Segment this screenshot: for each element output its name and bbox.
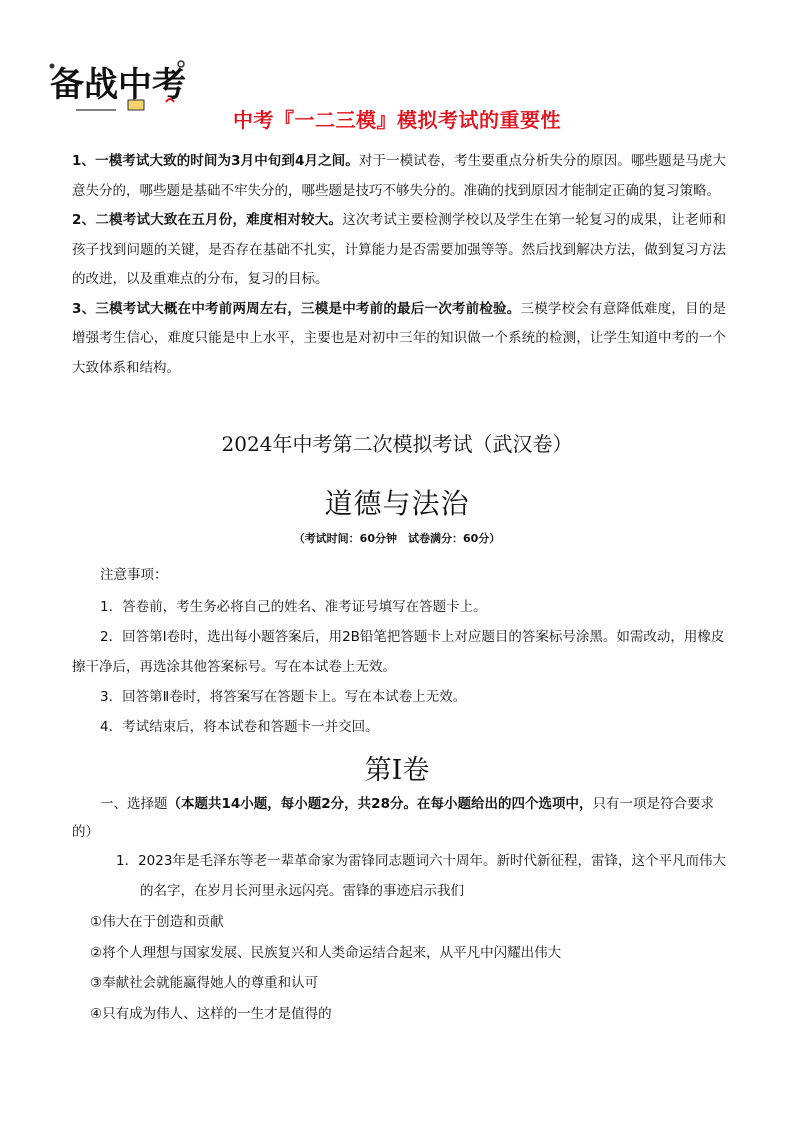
part-title: 第Ⅰ卷 [364,755,430,786]
notes-list [72,592,726,742]
intro-paragraph-3 [72,295,726,384]
intro-lead-1: 1、一模考试大致的时间为3月中旬到4月之间。 [72,153,359,169]
intro-section [72,147,726,383]
logo-text: 备战中考 [50,65,186,105]
exam-title: 2024年中考第二次模拟考试（武汉卷） [221,432,573,456]
option-3: ③奉献社会就能赢得她人的尊重和认可 [90,975,319,991]
note-item: 2．回答第Ⅰ卷时，选出每小题答案后，用2B铅笔把答题卡上对应题目的答案标号涂黑。如需改动，用橡皮擦干净后，再选涂其他答案标号。写在本试卷上无效。 [72,629,725,675]
intro-text-3: 三模学校会有意降低难度，目的是增强考生信心，难度只能是中上水平，主要也是对初中三年的知识做一个系统的检测，让学生知道中考的一个大致体系和结构。 [72,300,726,376]
subject-title: 道德与法治 [324,487,470,520]
question-stem: 1．2023年是毛泽东等老一辈革命家为雷锋同志题词六十周年。新时代新征程，雷锋，这个平凡而伟大的名字，在岁月长河里永远闪亮。雷锋的事迹启示我们 [116,853,726,899]
exam-info: （考试时间：60分钟 试卷满分：60分） [293,532,501,545]
note-item: 3．回答第Ⅱ卷时，将答案写在答题卡上。写在本试卷上无效。 [100,689,467,705]
notes-heading: 注意事项： [100,567,168,583]
option-1: ①伟大在于创造和贡献 [90,914,224,930]
page-heading: 中考『一二三模』模拟考试的重要性 [233,108,561,132]
note-item: 4．考试结束后，将本试卷和答题卡一并交回。 [100,719,379,735]
section-instructions [72,790,726,846]
intro-paragraph-1 [72,147,726,206]
intro-text-2: 这次考试主要检测学校以及学生在第一轮复习的成果，让老师和孩子找到问题的关键，是否存在基础不扎实，计算能力是否需要加强等等。然后找到解决方法，做到复习方法的改进，以及重难点的分布，复习的目标。 [72,212,727,287]
note-item: 1．答卷前，考生务必将自己的姓名、准考证号填写在答题卡上。 [100,599,487,615]
intro-paragraph-2 [72,206,726,295]
option-2: ②将个人理想与国家发展、民族复兴和人类命运结合起来，从平凡中闪耀出伟大 [90,944,562,961]
question-1 [116,846,726,906]
intro-lead-2: 2、二模考试大致在五月份，难度相对较大。 [72,212,343,228]
question-1-options [90,907,730,1029]
intro-lead-3: 3、三模考试大概在中考前两周左右，三模是中考前的最后一次考前检验。 [72,300,521,317]
section-rest: 只有一项是符合要求的） [72,796,714,840]
section-lead: 一、选择题 [100,796,168,812]
option-4: ④只有成为伟人、这样的一生才是值得的 [90,1005,332,1022]
section-bold: （本题共14小题，每小题2分，共28分。在每小题给出的四个选项中， [167,796,593,812]
intro-text-1: 对于一模试卷，考生要重点分析失分的原因。哪些题是马虎大意失分的，哪些题是基础不牢失分的，哪些题是技巧不够失分的。准确的找到原因才能制定正确的复习策略。 [72,153,726,199]
